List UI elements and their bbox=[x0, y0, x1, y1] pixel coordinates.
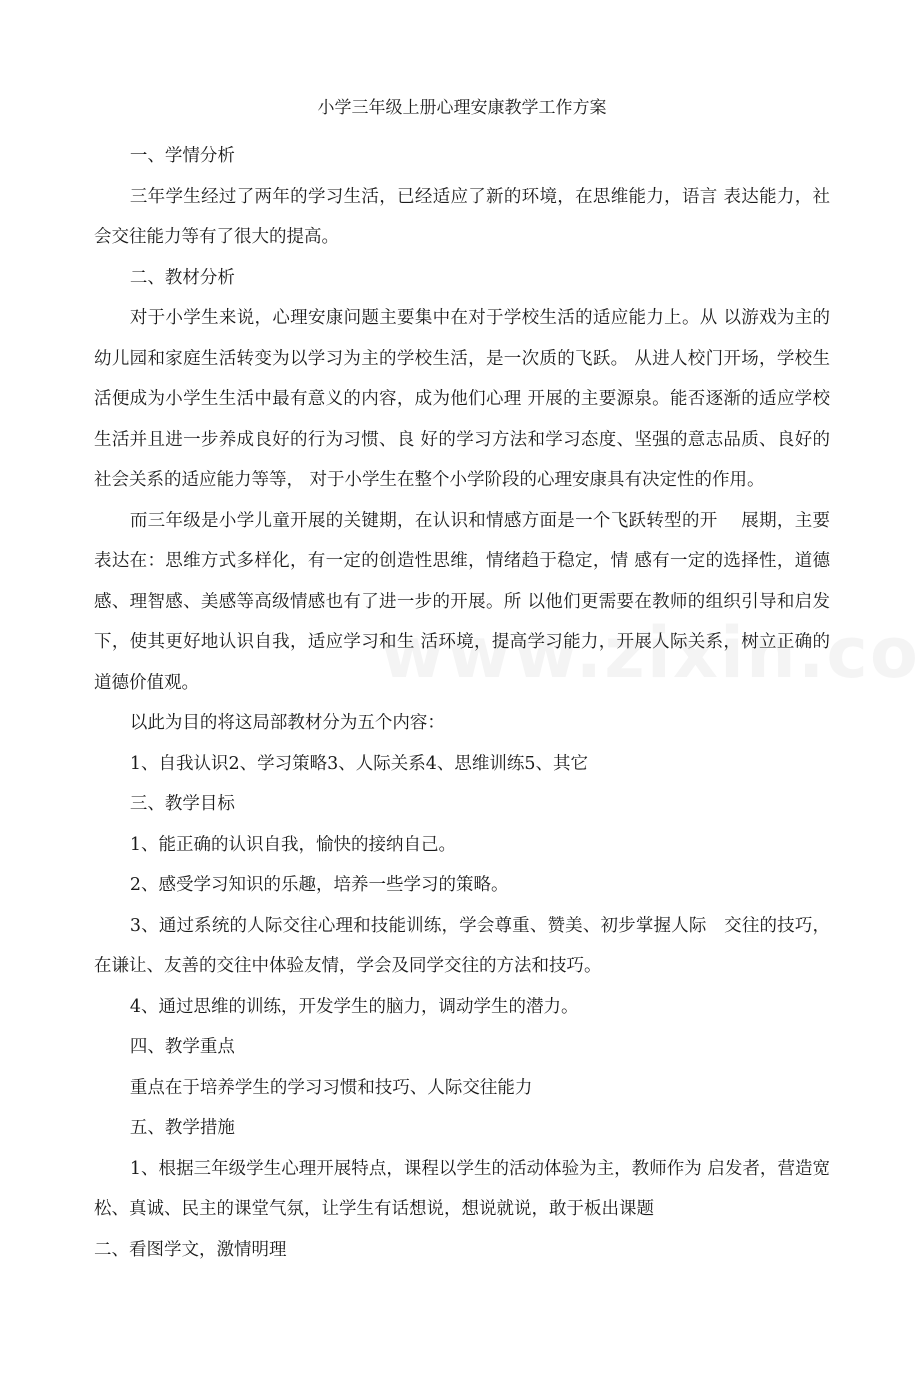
paragraph-material-2: 而三年级是小学儿童开展的关键期，在认识和情感方面是一个飞跃转型的开 展期，主要表达在：思维方式多样化，有一定的创造性思维，情绪趋于稳定，情 感有一定的选择性，道德感、理智感、美感等高级情感也有了进一步的开展。所 以他们更需要在教师的组织引导和启发下，使其更好地认识自我，适应学习和生 活环境，提高学习能力，开展人际关系，树立正确的道德价值观。 bbox=[94, 510, 830, 693]
paragraph-content-list: 1、自我认识2、学习策略3、人际关系4、思维训练5、其它 bbox=[129, 753, 589, 774]
heading-situation-analysis: 一、学情分析 bbox=[129, 146, 235, 166]
document-title: 小学三年级上册心理安康教学工作方案 bbox=[317, 98, 607, 118]
paragraph-focus: 重点在于培养学生的学习习惯和技巧、人际交往能力 bbox=[129, 1077, 533, 1098]
heading-picture-study: 二、看图学文，激情明理 bbox=[94, 1239, 287, 1260]
paragraph-material-1: 对于小学生来说，心理安康问题主要集中在对于学校生活的适应能力上。从 以游戏为主的幼儿园和家庭生活转变为以学习为主的学校生活，是一次质的飞跃。 从进人校门开场，学校生活便成为小学生生活中最有意义的内容，成为他们心理 开展的主要源泉。能否逐渐的适应学校生活并且进一步养成良好的行为习惯、良 好的学习方法和学习态度、坚强的意志品质、良好的社会关系的适应能力等等， 对于小学生在整个小学阶段的心理安康具有决定性的作用。 bbox=[94, 308, 830, 490]
paragraph-situation: 三年学生经过了两年的学习生活，已经适应了新的环境，在思维能力，语言 表达能力，社会交往能力等有了很大的提高。 bbox=[94, 186, 830, 247]
goal-item-3: 3、通过系统的人际交往心理和技能训练，学会尊重、赞美、初步掌握人际 交往的技巧，在谦让、友善的交往中体验友情，学会及同学交往的方法和技巧。 bbox=[94, 915, 830, 976]
heading-teaching-measures: 五、教学措施 bbox=[129, 1118, 235, 1138]
measure-item-1: 1、根据三年级学生心理开展特点，课程以学生的活动体验为主，教师作为 启发者，营造宽松、真诚、民主的课堂气氛，让学生有话想说，想说就说，敢于板出课题 bbox=[94, 1158, 830, 1219]
heading-material-analysis: 二、教材分析 bbox=[129, 267, 235, 288]
document-page bbox=[94, 96, 830, 1270]
goal-item-1: 1、能正确的认识自我，愉快的接纳自己。 bbox=[129, 834, 457, 855]
heading-teaching-goals: 三、教学目标 bbox=[129, 794, 235, 814]
paragraph-content-intro: 以此为目的将这局部教材分为五个内容： bbox=[129, 713, 445, 733]
heading-teaching-focus: 四、教学重点 bbox=[129, 1037, 235, 1057]
goal-item-4: 4、通过思维的训练，开发学生的脑力，调动学生的潜力。 bbox=[129, 996, 579, 1017]
goal-item-2: 2、感受学习知识的乐趣，培养一些学习的策略。 bbox=[129, 875, 509, 895]
